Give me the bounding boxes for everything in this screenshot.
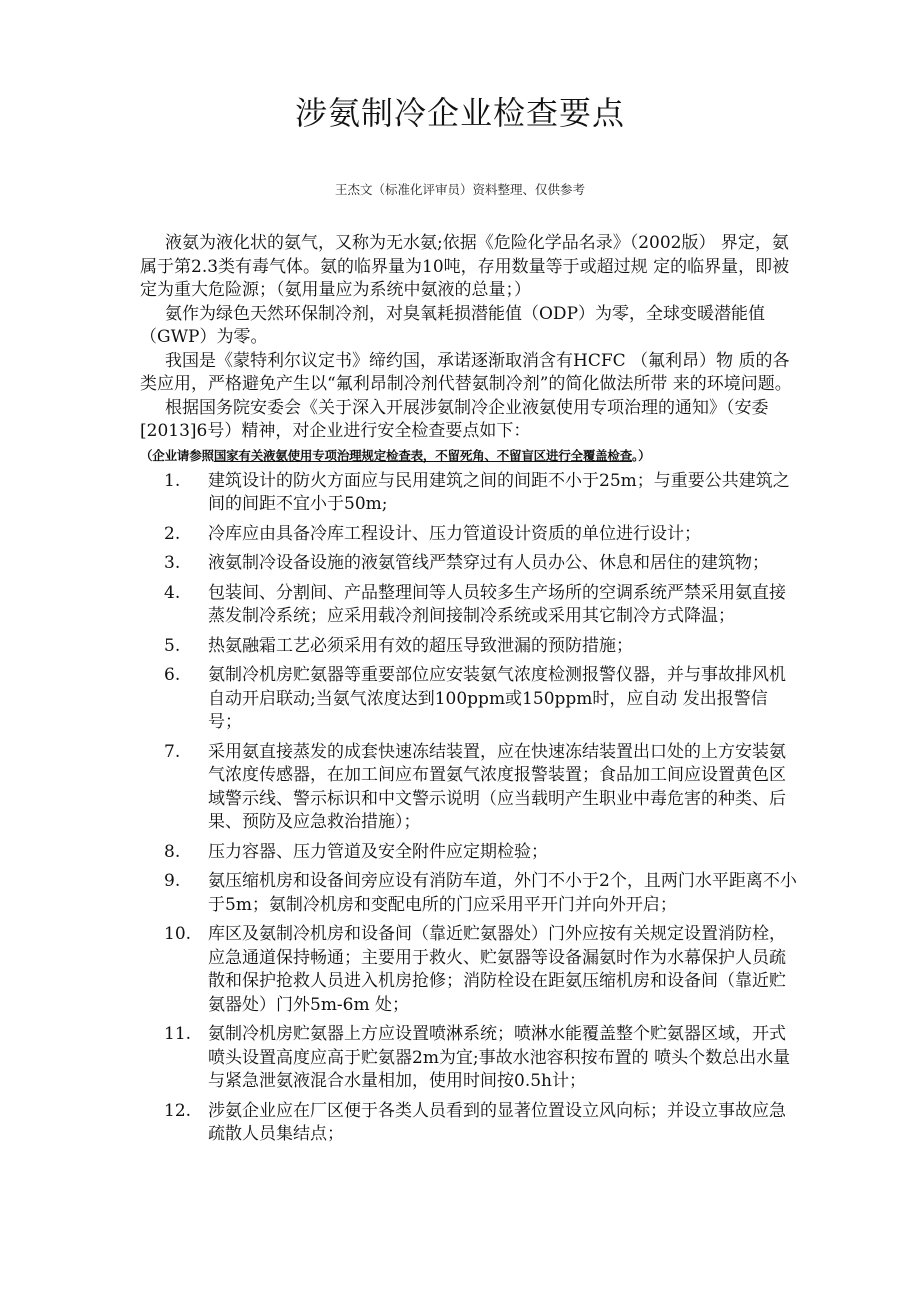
- list-item: [140, 741, 800, 835]
- item-number: 8.: [164, 841, 181, 862]
- item-number: 5.: [164, 635, 181, 656]
- list-item: [140, 470, 800, 517]
- item-text: 建筑设计的防火方面应与民用建筑之间的间距不小于25m；与重要公共建筑之间的间距不宜小于50m;: [208, 470, 790, 514]
- list-item: [140, 1100, 800, 1147]
- item-text: 采用氨直接蒸发的成套快速冻结装置，应在快速冻结装置出口处的上方安装氨气浓度传感器，在加工间应布置氨气浓度报警装置；食品加工间应设置黄色区域警示线、警示标识和中文警示说明（应当载明产生职业中毒危害的种类、后果、预防及应急救治措施）；: [208, 741, 786, 832]
- item-text: 涉氨企业应在厂区便于各类人员看到的显著位置设立风向标；并设立事故应急疏散人员集结点；: [208, 1100, 786, 1144]
- item-text: 压力容器、压力管道及安全附件应定期检验；: [208, 841, 548, 862]
- item-text: 氨制冷机房贮氨器上方应设置喷淋系统；喷淋水能覆盖整个贮氨器区域，开式喷头设置高度应高于贮氨器2m为宜;事故水池容积按布置的 喷头个数总出水量与紧急泄氨液混合水量相加，使用时间按0.5h计；: [208, 1024, 791, 1091]
- list-item: [140, 552, 800, 576]
- item-number: 6.: [164, 665, 181, 685]
- author-note: 王杰文（标准化评审员）资料整理、仅供参考: [334, 182, 585, 197]
- item-text: 冷库应由具备冷库工程设计、压力管道设计资质的单位进行设计；: [208, 523, 701, 544]
- list-item: [140, 870, 800, 917]
- intro-paragraph-1: 液氨为液化状的氨气，又称为无水氨;依据《危险化学品名录》（2002版） 界定，氨属于第2.3类有毒气体。氨的临界量为10吨，存用数量等于或超过规 定的临界量，即被定为重大危险源；（氨用量应为系统中氨液的总量；）: [140, 233, 790, 300]
- item-number: 7.: [164, 741, 181, 762]
- page-title: 涉氨制冷企业检查要点: [294, 94, 625, 132]
- inspection-note: [140, 446, 800, 466]
- item-number: 9.: [164, 871, 181, 891]
- list-item: [140, 1023, 800, 1094]
- item-number: 12.: [164, 1100, 192, 1121]
- item-text: 热氨融霜工艺必须采用有效的超压导致泄漏的预防措施；: [208, 635, 633, 656]
- note-prefix: （企业请参照: [140, 447, 214, 463]
- list-item: [140, 635, 800, 659]
- list-item: [140, 923, 800, 1017]
- item-number: 3.: [164, 553, 181, 573]
- item-number: 10.: [164, 924, 192, 944]
- item-number: 4.: [164, 582, 181, 603]
- intro-paragraph-2: 氨作为绿色天然环保制冷剂，对臭氧耗损潜能值（ODP）为零，全球变暖潜能值（GWP）为零。: [140, 303, 766, 347]
- item-text: 包装间、分割间、产品整理间等人员较多生产场所的空调系统严禁采用氨直接蒸发制冷系统；应采用载冷剂间接制冷系统或采用其它制冷方式降温；: [208, 582, 786, 626]
- item-text: 氨压缩机房和设备间旁应设有消防车道，外门不小于2个，且两门水平距离不小于5m；氨制冷机房和变配电所的门应采用平开门并向外开启；: [208, 871, 797, 915]
- item-text: 液氨制冷设备设施的液氨管线严禁穿过有人员办公、休息和居住的建筑物；: [208, 553, 769, 573]
- list-item: [140, 523, 800, 547]
- list-item: [140, 664, 800, 735]
- intro-paragraph-3: 我国是《蒙特利尔议定书》缔约国，承诺逐渐取消含有HCFC （氟利昂）物 质的各类应用，严格避免产生以“氟利昂制冷剂代替氨制冷剂”的简化做法所带 来的环境问题。: [140, 350, 792, 394]
- intro-paragraph-4: 根据国务院安委会《关于深入开展涉氨制冷企业液氨使用专项治理的通知》（安委[2013]6号）精神，对企业进行安全检查要点如下：: [140, 397, 769, 441]
- item-text: 库区及氨制冷机房和设备间（靠近贮氨器处）门外应按有关规定设置消防栓，应急通道保持畅通；主要用于救火、贮氨器等设备漏氨时作为水幕保护人员疏散和保护抢救人员进入机房抢修；消防栓设在距氨压缩机房和设备间（靠近贮氨器处）门外5m-6m 处；: [208, 924, 786, 1015]
- note-underlined: 国家有关液氨使用专项治理规定检查表，不留死角、不留盲区进行全覆盖检查: [213, 447, 633, 463]
- list-item: [140, 582, 800, 629]
- item-text: 氨制冷机房贮氨器等重要部位应安装氨气浓度检测报警仪器，并与事故排风机自动开启联动;当氨气浓度达到100ppm或150ppm时，应自动 发出报警信号；: [208, 665, 786, 732]
- list-item: [140, 841, 800, 865]
- checkpoint-list: [140, 470, 800, 1147]
- document-body: [140, 232, 800, 1153]
- item-number: 11.: [164, 1024, 192, 1044]
- note-suffix: 。）: [632, 447, 651, 463]
- item-number: 2.: [164, 523, 181, 544]
- item-number: 1.: [164, 470, 181, 491]
